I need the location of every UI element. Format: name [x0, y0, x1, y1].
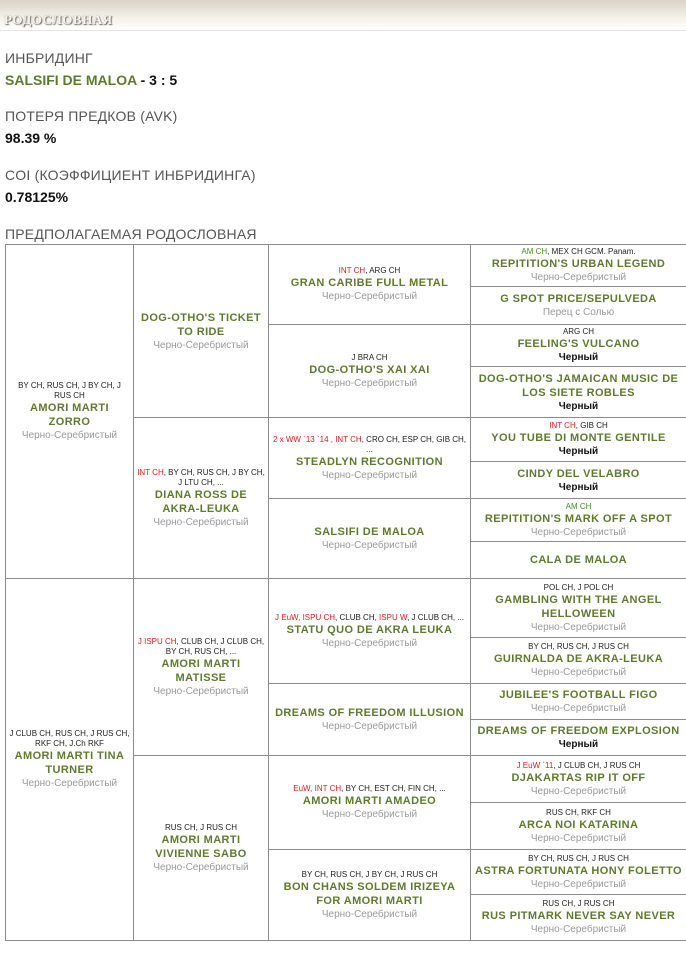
- g4-titles-16: RUS CH, J RUS CH: [542, 899, 615, 908]
- dam-name[interactable]: AMORI MARTI TINA TURNER: [14, 750, 125, 776]
- g3-cell-1: [269, 245, 471, 325]
- g3-color-4: Черно-Серебристый: [321, 540, 418, 551]
- g4-color-16: Черно-Серебристый: [530, 924, 627, 935]
- g4-titles-1: AM CH, MEX CH GCM. Panam.: [521, 247, 636, 256]
- g3-cell-7: [269, 756, 471, 850]
- pedigree-section: [5, 226, 257, 243]
- g3-name-8[interactable]: BON CHANS SOLDEM IRIZEYA FOR AMORI MARTI: [283, 880, 456, 907]
- g3-color-3: Черно-Серебристый: [321, 469, 418, 481]
- g4-color-3: Черный: [558, 352, 599, 363]
- g4-name-12[interactable]: DREAMS OF FREEDOM EXPLOSION: [477, 725, 680, 737]
- top-banner: [0, 0, 686, 31]
- g4-cell-11: [471, 684, 686, 720]
- g3-color-8: Черно-Серебристый: [321, 908, 418, 920]
- g3-color-1: Черно-Серебристый: [321, 291, 418, 302]
- g3-titles-3: 2 x WW `13 `14 , INT CH, CRO CH, ESP CH, GIB CH, ...: [272, 434, 467, 454]
- g2-titles-2: INT CH, BY CH, RUS CH, J BY CH, J LTU CH, ...: [137, 467, 265, 487]
- g3-color-6: Черно-Серебристый: [321, 721, 418, 732]
- g4-titles-13: J EuW `11, J CLUB CH, J RUS CH: [516, 760, 641, 770]
- g3-cell-6: [269, 684, 471, 756]
- g2-name-1[interactable]: DOG-OTHO'S TICKET TO RIDE: [140, 311, 262, 338]
- dam-cell: [6, 579, 134, 941]
- g2-color-1: Черно-Серебристый: [153, 339, 249, 351]
- g4-color-12: Черный: [558, 739, 599, 750]
- g3-titles-7: EuW, INT CH, BY CH, EST CH, FIN CH, ...: [293, 784, 446, 793]
- g4-cell-15: [471, 850, 686, 895]
- g4-cell-7: [471, 499, 686, 542]
- pedigree-table: [5, 244, 686, 941]
- inbreeding-ratio: - 3 : 5: [140, 72, 178, 88]
- g2-cell-4: [134, 756, 269, 941]
- g4-name-15[interactable]: ASTRA FORTUNATA HONY FOLETTO: [475, 864, 682, 877]
- g4-color-13: Черно-Серебристый: [530, 785, 627, 797]
- banner-title: РОДОСЛОВНАЯ: [4, 12, 113, 27]
- g4-color-9: Черно-Серебристый: [530, 621, 627, 633]
- avk-value: 98.39 %: [5, 130, 57, 146]
- g2-color-2: Черно-Серебристый: [153, 516, 249, 528]
- g4-name-2[interactable]: G SPOT PRICE/SEPULVEDA: [500, 293, 657, 305]
- g4-titles-9: POL CH, J POL CH: [543, 582, 614, 592]
- avk-section: [5, 108, 178, 147]
- g2-color-4: Черно-Серебристый: [153, 861, 249, 873]
- g3-cell-2: [269, 325, 471, 418]
- g4-name-5[interactable]: YOU TUBE DI MONTE GENTILE: [491, 432, 666, 444]
- g2-titles-4: RUS CH, J RUS CH: [164, 822, 237, 832]
- g3-cell-4: [269, 499, 471, 579]
- g4-titles-3: ARG CH: [562, 327, 595, 336]
- inbreeding-dog-link[interactable]: SALSIFI DE MALOA: [5, 72, 137, 88]
- g4-name-10[interactable]: GUIRNALDA DE AKRA-LEUKA: [493, 653, 664, 665]
- g3-titles-5: J EuW, ISPU CH, CLUB CH, ISPU W, J CLUB CH, ...: [275, 612, 464, 622]
- g4-color-7: Черно-Серебристый: [530, 526, 627, 538]
- pedigree-label: ПРЕДПОЛАГАЕМАЯ РОДОСЛОВНАЯ: [5, 226, 257, 242]
- g4-name-1[interactable]: REPITITION'S URBAN LEGEND: [491, 258, 666, 270]
- avk-label: ПОТЕРЯ ПРЕДКОВ (AVK): [5, 108, 178, 124]
- sire-name[interactable]: AMORI MARTI ZORRO: [30, 402, 109, 428]
- g3-titles-8: BY CH, RUS CH, J BY CH, J RUS CH: [301, 869, 438, 879]
- g4-cell-16: [471, 895, 686, 941]
- dam-color: Черно-Серебристый: [21, 778, 118, 789]
- g3-cell-5: [269, 579, 471, 684]
- g4-cell-13: [471, 756, 686, 803]
- g3-color-5: Черно-Серебристый: [321, 637, 418, 649]
- g4-color-2: Перец с Солью: [542, 307, 615, 318]
- g4-name-13[interactable]: DJAKARTAS RIP IT OFF: [511, 771, 646, 784]
- g4-name-6[interactable]: CINDY DEL VELABRO: [517, 467, 640, 480]
- g2-name-4[interactable]: AMORI MARTI VIVIENNE SABO: [155, 833, 247, 860]
- g4-color-4: Черный: [558, 400, 599, 412]
- coi-value: 0.78125%: [5, 189, 69, 205]
- g4-name-11[interactable]: JUBILEE'S FOOTBALL FIGO: [499, 689, 658, 701]
- g4-color-15: Черно-Серебристый: [530, 878, 627, 890]
- g4-titles-10: BY CH, RUS CH, J RUS CH: [528, 642, 629, 651]
- g4-cell-9: [471, 579, 686, 638]
- sire-titles: BY CH, RUS CH, J BY CH, J RUS CH: [18, 381, 121, 400]
- g2-cell-3: [134, 579, 269, 756]
- g2-cell-1: [134, 245, 269, 418]
- inbreeding-section: [5, 50, 177, 89]
- coi-section: [5, 167, 256, 206]
- g4-titles-15: BY CH, RUS CH, J RUS CH: [528, 853, 629, 863]
- g3-cell-3: [269, 418, 471, 499]
- g4-cell-3: [471, 325, 686, 367]
- g4-name-16[interactable]: RUS PITMARK NEVER SAY NEVER: [481, 910, 676, 922]
- g3-name-2[interactable]: DOG-OTHO'S XAI XAI: [309, 363, 430, 376]
- g2-titles-3: J ISPU CH, CLUB CH, J CLUB CH, BY CH, RUS CH, ...: [137, 636, 265, 656]
- g4-titles-5: INT CH, GIB CH: [549, 421, 608, 430]
- g4-name-3[interactable]: FEELING'S VULCANO: [517, 338, 640, 350]
- g4-titles-7: AM CH: [565, 501, 592, 511]
- g4-cell-12: [471, 720, 686, 756]
- g4-cell-8: [471, 542, 686, 579]
- g3-name-4[interactable]: SALSIFI DE MALOA: [314, 526, 425, 538]
- g2-cell-2: [134, 418, 269, 579]
- g4-color-6: Черный: [558, 481, 599, 493]
- g2-color-3: Черно-Серебристый: [153, 685, 249, 697]
- g3-titles-2: J BRA CH: [351, 352, 388, 362]
- g4-cell-2: [471, 287, 686, 325]
- g4-cell-14: [471, 803, 686, 850]
- sire-cell: [6, 245, 134, 579]
- g2-name-3[interactable]: AMORI MARTI MATISSE: [161, 657, 241, 684]
- coi-label: COI (КОЭФФИЦИЕНТ ИНБРИДИНГА): [5, 167, 256, 183]
- g3-name-5[interactable]: STATU QUO DE AKRA LEUKA: [286, 623, 453, 636]
- g4-name-7[interactable]: REPITITION'S MARK OFF A SPOT: [484, 512, 673, 525]
- g4-cell-10: [471, 638, 686, 684]
- g3-name-7[interactable]: AMORI MARTI AMADEO: [302, 795, 437, 807]
- dam-titles: J CLUB CH, RUS CH, J RUS CH, RKF CH, J.Ch RKF: [9, 729, 130, 748]
- g4-titles-14: RUS CH, RKF CH: [546, 807, 611, 817]
- g4-cell-1: [471, 245, 686, 287]
- g3-titles-1: INT CH, ARG CH: [338, 266, 401, 275]
- g4-name-9[interactable]: GAMBLING WITH THE ANGEL HELLOWEEN: [495, 593, 662, 620]
- g4-color-11: Черно-Серебристый: [530, 703, 627, 714]
- g4-cell-4: [471, 367, 686, 418]
- g2-name-2[interactable]: DIANA ROSS DE AKRA-LEUKA: [154, 488, 248, 515]
- g3-name-3[interactable]: STEADLYN RECOGNITION: [296, 455, 443, 468]
- g3-cell-8: [269, 850, 471, 941]
- g4-name-4[interactable]: DOG-OTHO'S JAMAICAN MUSIC DE LOS SIETE ROBLES: [478, 372, 679, 399]
- inbreeding-value: [5, 71, 177, 89]
- sire-color: Черно-Серебристый: [21, 430, 118, 441]
- g4-cell-5: [471, 418, 686, 462]
- g4-color-5: Черный: [558, 446, 599, 457]
- g3-color-2: Черно-Серебристый: [321, 377, 418, 389]
- g4-color-1: Черно-Серебристый: [530, 272, 627, 283]
- g4-name-14[interactable]: ARCA NOI KATARINA: [518, 818, 639, 831]
- g4-color-14: Черно-Серебристый: [530, 832, 627, 844]
- g3-name-6[interactable]: DREAMS OF FREEDOM ILLUSION: [275, 707, 464, 719]
- inbreeding-label: ИНБРИДИНГ: [5, 50, 93, 66]
- g4-color-10: Черно-Серебристый: [530, 667, 627, 678]
- g3-name-1[interactable]: GRAN CARIBE FULL METAL: [290, 277, 449, 289]
- g4-name-8[interactable]: CALA DE MALOA: [529, 554, 628, 566]
- g4-cell-6: [471, 462, 686, 499]
- g3-color-7: Черно-Серебристый: [321, 809, 418, 820]
